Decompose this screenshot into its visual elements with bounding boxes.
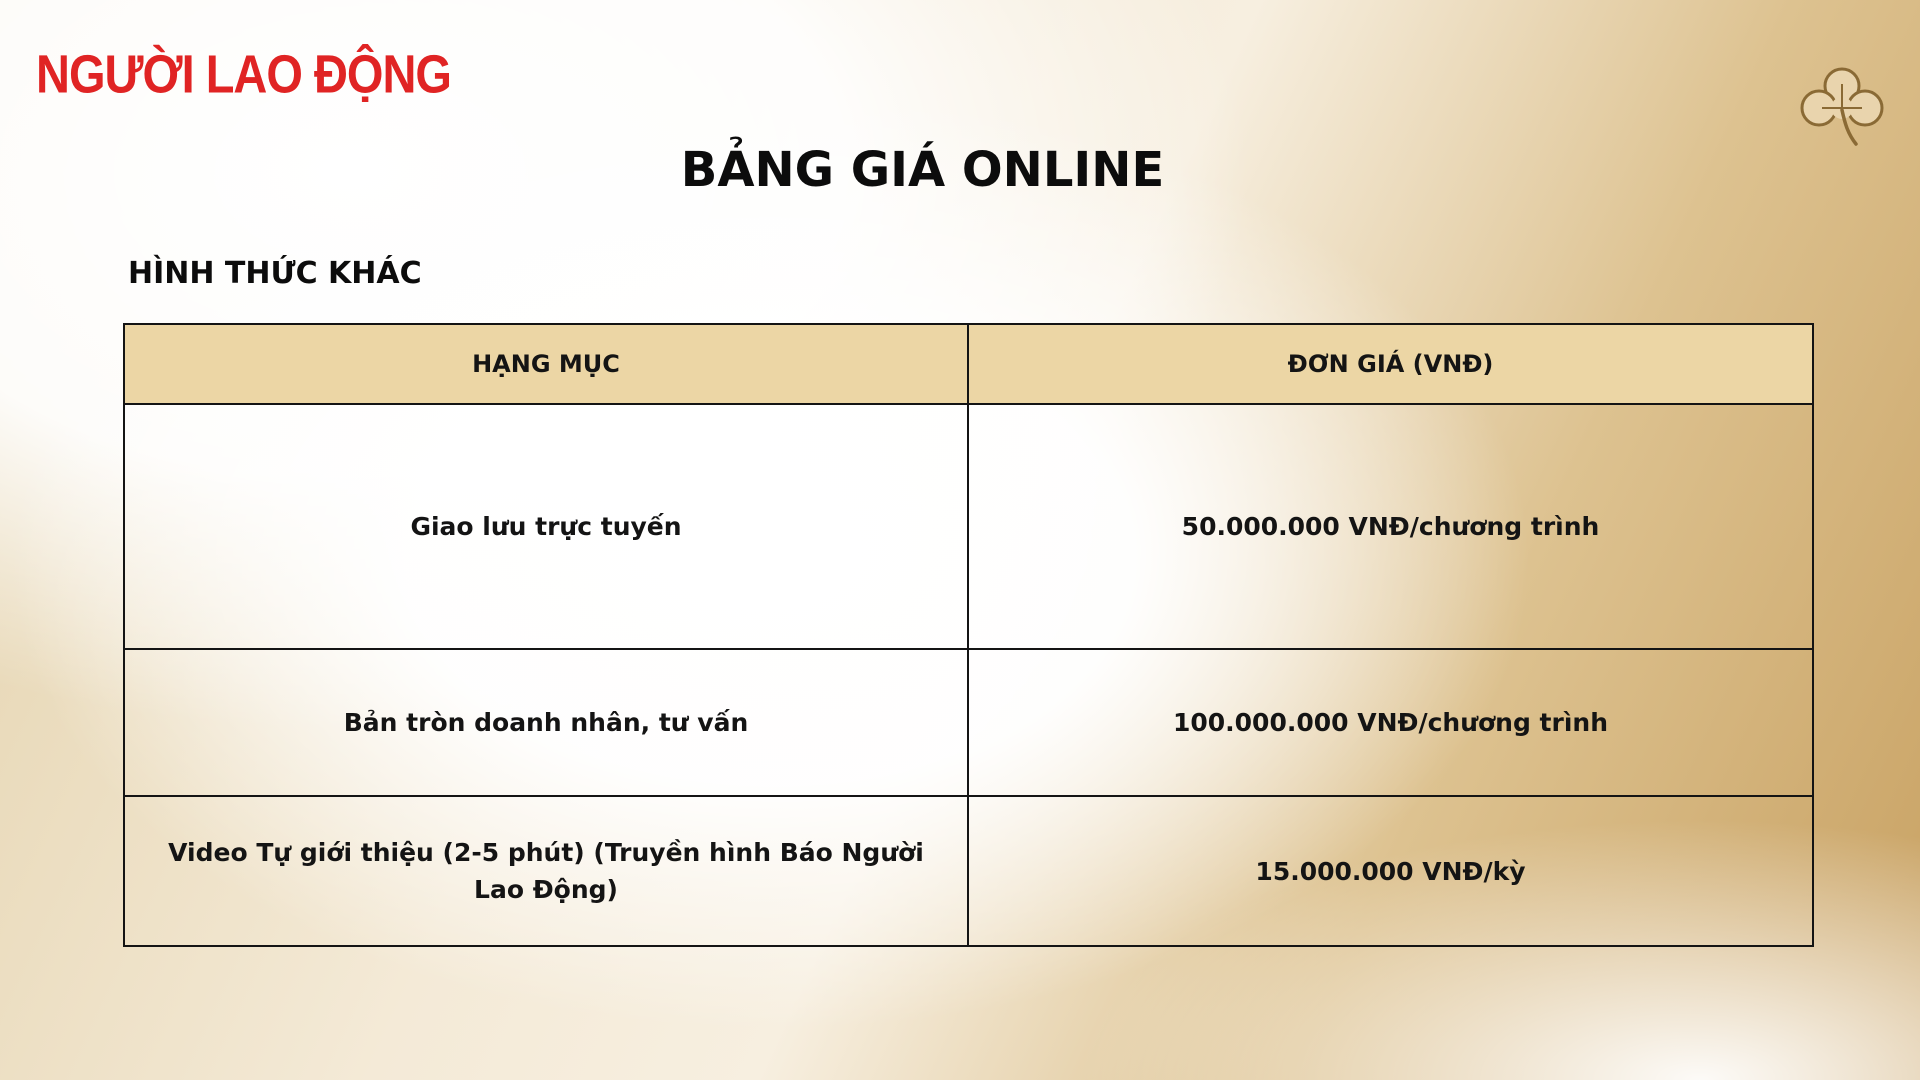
item-cell: Bản tròn doanh nhân, tư vấn — [124, 649, 968, 796]
price-cell: 15.000.000 VNĐ/kỳ — [968, 796, 1813, 946]
item-cell: Giao lưu trực tuyến — [124, 404, 968, 649]
price-cell: 50.000.000 VNĐ/chương trình — [968, 404, 1813, 649]
column-header-item: HẠNG MỤC — [124, 324, 968, 404]
section-title: HÌNH THỨC KHÁC — [128, 256, 422, 291]
table-row — [124, 796, 1813, 946]
table-header-row — [124, 324, 1813, 404]
item-cell: Video Tự giới thiệu (2-5 phút) (Truyền hình Báo Người Lao Động) — [124, 796, 968, 946]
clover-icon — [1796, 64, 1888, 148]
price-table — [123, 323, 1814, 947]
column-header-price: ĐƠN GIÁ (VNĐ) — [968, 324, 1813, 404]
table-row — [124, 404, 1813, 649]
price-cell: 100.000.000 VNĐ/chương trình — [968, 649, 1813, 796]
brand-logo: NGƯỜI LAO ĐỘNG — [36, 43, 451, 105]
table-row — [124, 649, 1813, 796]
page-title: BẢNG GIÁ ONLINE — [680, 142, 1165, 198]
